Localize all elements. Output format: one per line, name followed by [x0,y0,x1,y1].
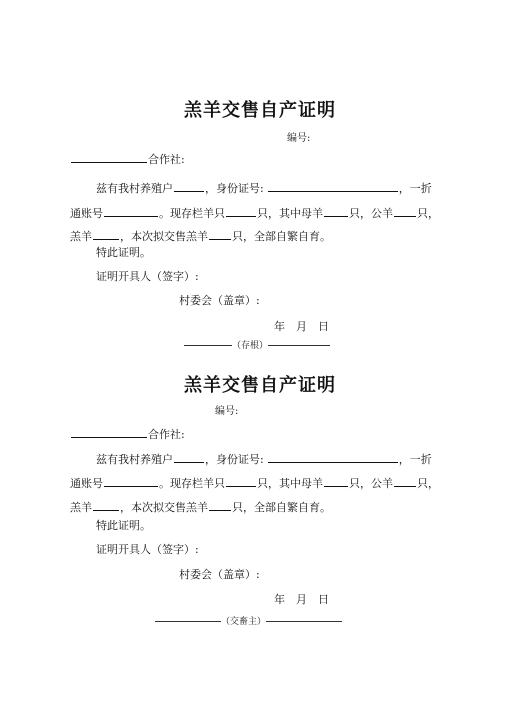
line1-text-a: 兹有我村养殖户 [96,182,173,195]
line3-text-c: 只，全部自繁自育。 [232,230,331,243]
line3-text-a: 羔羊 [70,230,92,243]
form1-number-label: 编号: [287,133,311,144]
stub-label: （存根） [232,341,269,351]
ram-blank[interactable] [394,206,416,217]
line2-text-c: 只，其中母羊 [257,207,323,220]
form1-date: 年 月 日 [274,320,329,333]
form1-certify: 特此证明。 [96,246,151,259]
form2-date: 年 月 日 [274,593,329,606]
stub-label: （交畜主） [221,617,267,627]
line2-text-c: 只，其中母羊 [257,477,323,490]
id-number-blank[interactable] [268,452,398,463]
coop-suffix: 合作社: [148,428,185,441]
form2-line1 [96,451,432,467]
form2-number-label: 编号: [215,406,239,417]
form1-title: 羔羊交售自产证明 [184,100,336,121]
stock-blank[interactable] [226,206,256,217]
line1-text-b: ，身份证号: [205,182,264,195]
form2-line3 [70,499,331,515]
line2-text-b: 。现存栏羊只 [159,207,225,220]
stock-blank[interactable] [226,476,256,487]
line2-text-e: 只， [417,477,439,490]
form2-stub-separator [155,614,342,627]
coop-name-blank[interactable] [71,427,147,438]
separator-line-right [266,621,342,622]
form2-committee: 村委会（盖章）: [179,568,260,581]
ewe-blank[interactable] [324,476,348,487]
line1-text-c: ，一折 [398,182,432,195]
form1-line3 [70,228,331,244]
line2-text-a: 通账号 [70,207,103,220]
form1-stub-separator [184,338,330,351]
line3-text-c: 只，全部自繁自育。 [232,501,331,514]
coop-suffix: 合作社: [148,153,185,166]
separator-line-left [184,345,232,346]
form2-certify: 特此证明。 [96,519,151,532]
form1-committee: 村委会（盖章）: [179,294,260,307]
account-blank[interactable] [104,206,158,217]
line2-text-e: 只， [417,207,439,220]
sale-lamb-blank[interactable] [209,500,231,511]
lamb-blank[interactable] [93,229,119,240]
form2-issuer: 证明开具人（签字）: [96,543,199,556]
sale-lamb-blank[interactable] [209,229,231,240]
line1-text-c: ，一折 [398,453,432,466]
form2-title: 羔羊交售自产证明 [184,375,336,396]
form1-line1 [96,180,432,196]
coop-name-blank[interactable] [71,152,147,163]
line3-text-b: ，本次拟交售羔羊 [120,501,208,514]
account-blank[interactable] [104,476,158,487]
line3-text-b: ，本次拟交售羔羊 [120,230,208,243]
line3-text-a: 羔羊 [70,501,92,514]
line2-text-d: 只，公羊 [349,207,393,220]
line1-text-b: ，身份证号: [205,453,264,466]
farmer-blank[interactable] [174,452,204,463]
line2-text-d: 只，公羊 [349,477,393,490]
separator-line-left [155,621,221,622]
ewe-blank[interactable] [324,206,348,217]
form1-line2 [70,205,439,221]
id-number-blank[interactable] [268,181,398,192]
farmer-blank[interactable] [174,181,204,192]
line2-text-a: 通账号 [70,477,103,490]
form1-issuer: 证明开具人（签字）: [96,270,199,283]
line1-text-a: 兹有我村养殖户 [96,453,173,466]
form2-coop-line [70,426,185,442]
line2-text-b: 。现存栏羊只 [159,477,225,490]
form2-line2 [70,475,439,491]
ram-blank[interactable] [394,476,416,487]
form1-coop-line [70,151,185,167]
separator-line-right [268,345,330,346]
lamb-blank[interactable] [93,500,119,511]
